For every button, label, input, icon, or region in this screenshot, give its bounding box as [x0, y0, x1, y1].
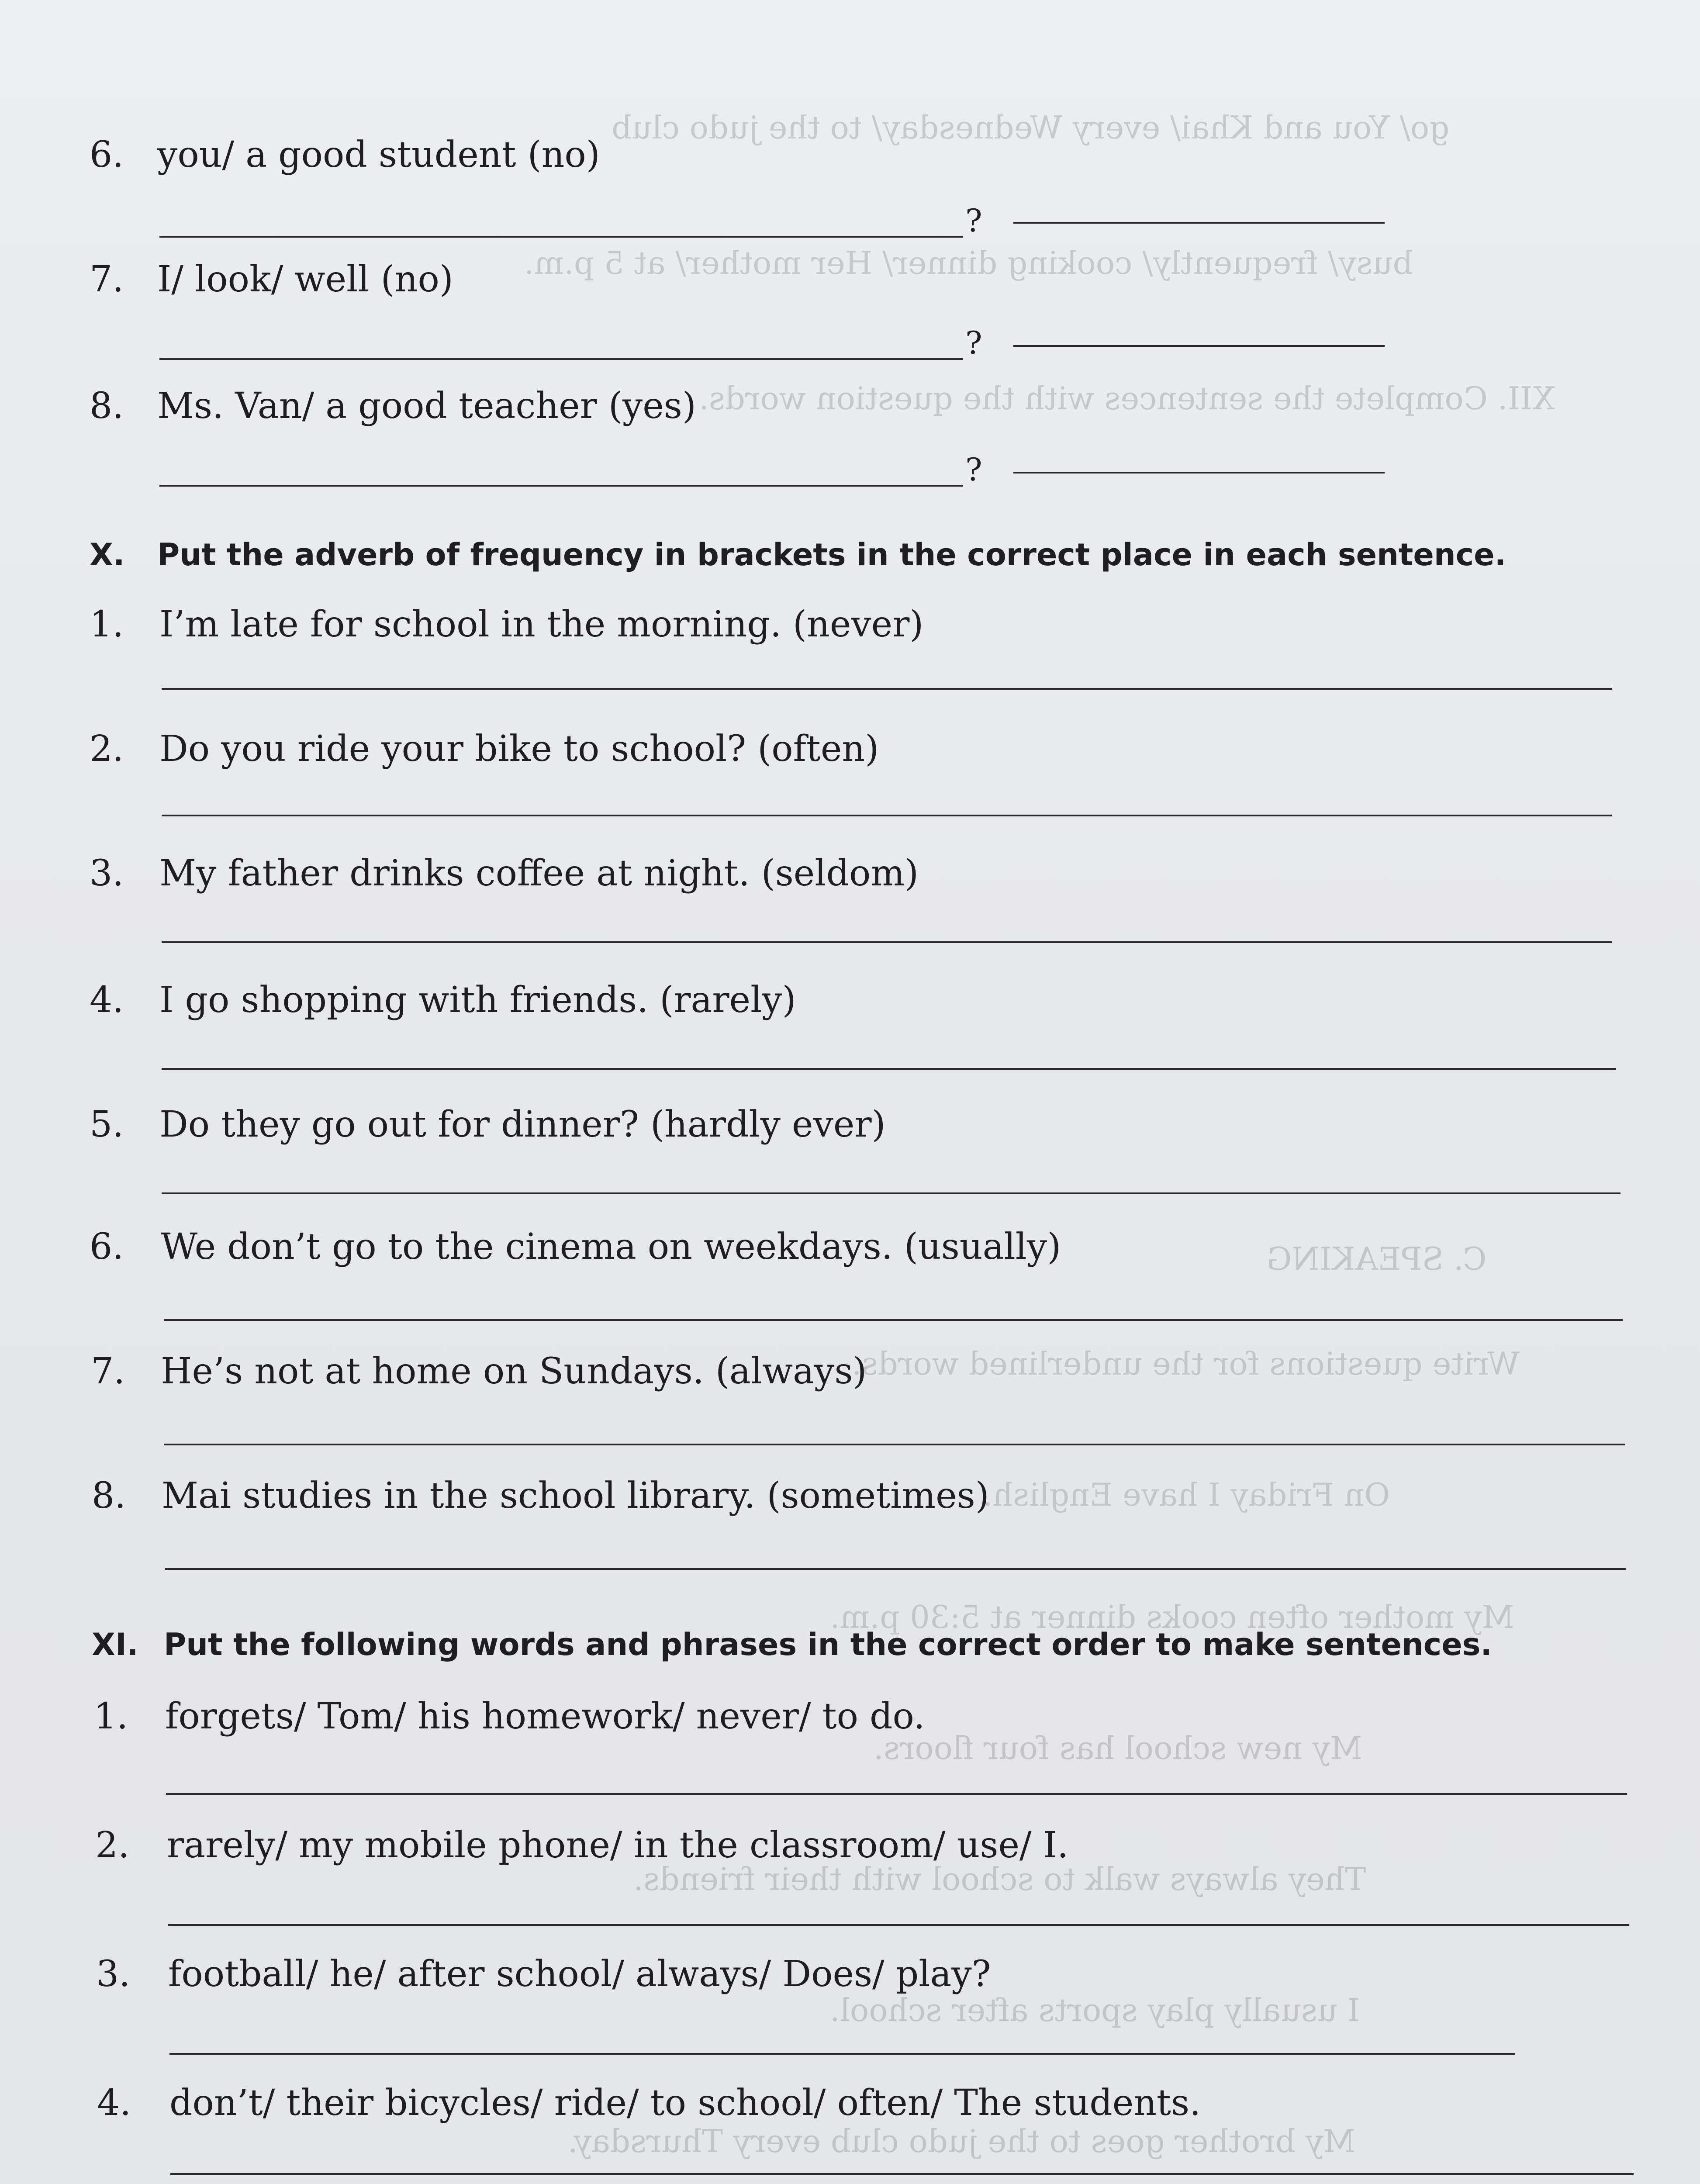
- exercise-item: [0, 1824, 1700, 1911]
- item-prompt: I/ look/ well (no): [157, 259, 453, 300]
- exercise-item: [0, 1225, 1700, 1313]
- answer-line[interactable]: [162, 1192, 1621, 1194]
- exercise-item: [0, 133, 1700, 239]
- item-prompt: football/ he/ after school/ always/ Does/ play?: [168, 1953, 991, 1995]
- answer-line[interactable]: [166, 1793, 1627, 1795]
- item-number: 8.: [92, 1475, 126, 1517]
- section-instruction: Put the adverb of frequency in brackets in the correct place in each sentence.: [157, 537, 1507, 573]
- answer-line[interactable]: [159, 236, 963, 238]
- item-prompt: forgets/ Tom/ his homework/ never/ to do.: [165, 1696, 925, 1737]
- exercise-item: [0, 1474, 1700, 1562]
- item-number: 5.: [90, 1104, 124, 1145]
- bleed-through-text: C. SPEAKING: [1267, 1241, 1487, 1277]
- exercise-item: [0, 852, 1700, 939]
- answer-line[interactable]: [169, 2053, 1515, 2055]
- bleed-through-text: busy/ frequently/ cooking dinner/ Her mother/ at 5 p.m.: [524, 245, 1413, 281]
- question-mark: ?: [965, 451, 982, 488]
- item-prompt: I’m late for school in the morning. (never): [159, 604, 924, 645]
- answer-line[interactable]: [1013, 345, 1385, 347]
- answer-line[interactable]: [165, 1568, 1626, 1570]
- item-prompt: My father drinks coffee at night. (seldom): [159, 853, 919, 894]
- section-x-heading: [0, 533, 1700, 581]
- bleed-through-text: XII. Complete the sentences with the question words.: [699, 380, 1555, 417]
- item-number: 3.: [96, 1953, 131, 1995]
- exercise-item: [0, 1695, 1700, 1782]
- answer-line[interactable]: [1013, 472, 1385, 473]
- question-mark: ?: [965, 325, 982, 361]
- item-prompt: rarely/ my mobile phone/ in the classroom/ use/ I.: [167, 1825, 1069, 1866]
- exercise-item: [0, 258, 1700, 361]
- item-prompt: Ms. Van/ a good teacher (yes): [157, 385, 696, 427]
- item-prompt: We don’t go to the cinema on weekdays. (usually): [161, 1226, 1061, 1268]
- item-number: 4.: [97, 2082, 131, 2124]
- section-label: X.: [90, 537, 125, 573]
- item-prompt: Do they go out for dinner? (hardly ever): [159, 1104, 886, 1145]
- exercise-item: [0, 384, 1700, 488]
- exercise-item: [0, 1952, 1700, 2040]
- exercise-item: [0, 2081, 1700, 2169]
- bleed-through-text: go/ You and Khai/ every Wednesday/ to the judo club: [612, 109, 1450, 146]
- section-instruction: Put the following words and phrases in the correct order to make sentences.: [164, 1627, 1493, 1662]
- item-number: 6.: [90, 134, 124, 176]
- item-number: 6.: [90, 1226, 124, 1268]
- bleed-through-text: My mother often cooks dinner at 5:30 p.m.: [830, 1599, 1514, 1635]
- item-number: 2.: [90, 728, 124, 770]
- item-prompt: don’t/ their bicycles/ ride/ to school/ often/ The students.: [169, 2082, 1201, 2124]
- item-prompt: Do you ride your bike to school? (often): [159, 728, 879, 770]
- item-number: 3.: [90, 853, 124, 894]
- item-number: 1.: [94, 1696, 128, 1737]
- bleed-through-text: On Friday I have English.: [983, 1476, 1390, 1513]
- answer-line[interactable]: [168, 1924, 1629, 1926]
- exercise-item: [0, 1103, 1700, 1190]
- section-label: XI.: [92, 1627, 138, 1662]
- answer-line[interactable]: [159, 485, 963, 487]
- answer-line[interactable]: [159, 358, 963, 360]
- answer-line[interactable]: [164, 1319, 1623, 1321]
- answer-line[interactable]: [1013, 222, 1385, 224]
- item-number: 7.: [91, 1351, 125, 1392]
- bleed-through-text: They always walk to school with their friends.: [633, 1861, 1366, 1897]
- item-prompt: you/ a good student (no): [157, 134, 600, 176]
- answer-line[interactable]: [162, 688, 1612, 690]
- answer-line[interactable]: [170, 2173, 1634, 2175]
- section-xi-heading: [0, 1623, 1700, 1671]
- exercise-item: [0, 603, 1700, 690]
- answer-line[interactable]: [162, 815, 1612, 816]
- answer-line[interactable]: [164, 1444, 1625, 1445]
- bleed-through-text: Write questions for the underlined words.: [852, 1345, 1520, 1382]
- item-prompt: He’s not at home on Sundays. (always): [161, 1351, 867, 1392]
- answer-line[interactable]: [162, 1068, 1616, 1070]
- exercise-item: [0, 978, 1700, 1066]
- exercise-item: [0, 727, 1700, 815]
- question-mark: ?: [965, 202, 982, 239]
- bleed-through-text: My brother goes to the judo club every Thursday.: [568, 2123, 1355, 2160]
- bleed-through-text: My new school has four floors.: [874, 1730, 1362, 1766]
- answer-line[interactable]: [162, 941, 1612, 943]
- item-prompt: I go shopping with friends. (rarely): [159, 979, 796, 1021]
- item-prompt: Mai studies in the school library. (sometimes): [162, 1475, 989, 1517]
- item-number: 1.: [90, 604, 124, 645]
- item-number: 4.: [90, 979, 124, 1021]
- item-number: 2.: [95, 1825, 130, 1866]
- item-number: 8.: [90, 385, 124, 427]
- bleed-through-text: I usually play sports after school.: [830, 1992, 1360, 2028]
- exercise-item: [0, 1350, 1700, 1437]
- item-number: 7.: [90, 259, 124, 300]
